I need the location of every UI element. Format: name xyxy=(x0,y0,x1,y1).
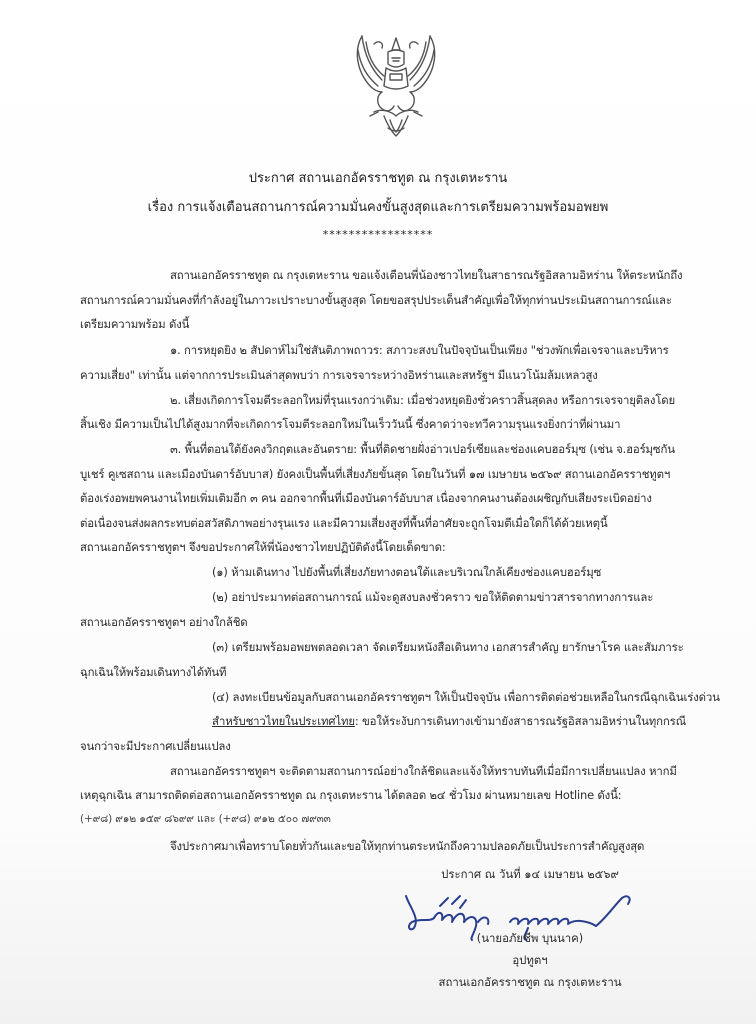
point-2-line: สิ้นเชิง มีความเป็นไปได้สูงมากที่จะเกิดการโจมตีระลอกใหม่ในเร็ววันนี้ ซึ่งคาดว่าจะทวีความรุนแรงยิ่งกว่าที่ผ่านมา xyxy=(80,417,621,431)
point-3-line: ต้องเร่งอพยพคนงานไทยเพิ่มเติมอีก ๓ คน ออกจากพื้นที่เมืองบันดาร์อับบาส เนื่องจากคนงานต้องเผชิญกับเสียงระเบิดอย่าง xyxy=(80,491,652,505)
signatory-office: สถานเอกอัครราชทูต ณ กรุงเตหะราน xyxy=(438,975,622,989)
directive-2-line: สถานเอกอัครราชทูตฯ อย่างใกล้ชิด xyxy=(80,615,248,629)
intro-line: เตรียมความพร้อม ดังนี้ xyxy=(80,317,190,331)
thailand-notice-text: : ขอให้ระงับการเดินทางเข้ามายังสาธารณรัฐอิสลามอิหร่านในทุกกรณี xyxy=(354,714,687,728)
announcement-subject: เรื่อง การแจ้งเตือนสถานการณ์ความมั่นคงขั้นสูงสุดและการเตรียมความพร้อมอพยพ xyxy=(147,200,609,215)
thailand-notice xyxy=(212,713,686,729)
directive-2-line: (๒) อย่าประมาทต่อสถานการณ์ แม้จะดูสงบลงชั่วคราว ขอให้ติดตามข่าวสารจากทางการและ xyxy=(212,590,654,604)
announcement-date: ประกาศ ณ วันที่ ๑๔ เมษายน ๒๕๖๙ xyxy=(441,867,619,881)
intro-line: สถานการณ์ความมั่นคงที่กำลังอยู่ในภาวะเปราะบางขั้นสูงสุด โดยขอสรุปประเด็นสำคัญเพื่อให้ทุกท่านประเมินสถานการณ์และ xyxy=(80,293,672,307)
point-3-line: ๓. พื้นที่ตอนใต้ยังคงวิกฤตและอันตราย: พื้นที่ติดชายฝั่งอ่าวเปอร์เซียและช่องแคบฮอร์มุซ (เช่น จ.ฮอร์มุซกัน xyxy=(170,442,675,456)
contact-line: สถานเอกอัครราชทูตฯ จะติดตามสถานการณ์อย่างใกล้ชิดและแจ้งให้ทราบทันทีเมื่อมีการเปลี่ยนแปลง หากมี xyxy=(170,764,677,778)
thailand-notice-label: สำหรับชาวไทยในประเทศไทย xyxy=(212,714,355,728)
directive-1: (๑) ห้ามเดินทาง ไปยังพื้นที่เสี่ยงภัยทางตอนใต้และบริเวณใกล้เคียงช่องแคบฮอร์มุซ xyxy=(212,565,602,579)
point-3-line: ต่อเนื่องจนส่งผลกระทบต่อสวัสดิภาพอย่างรุนแรง และมีความเสี่ยงสูงที่พื้นที่อาศัยจะถูกโจมตีเมื่อใดก็ได้ด้วยเหตุนี้ xyxy=(80,516,608,530)
intro-line: สถานเอกอัครราชทูต ณ กรุงเตหะราน ขอแจ้งเตือนพี่น้องชาวไทยในสาธารณรัฐอิสลามอิหร่าน ให้ตระหนักถึง xyxy=(170,268,683,282)
garuda-emblem-icon xyxy=(348,28,444,140)
hotline-numbers: (+๙๘) ๙๑๒ ๑๕๙ ๘๖๙๙ และ (+๙๘) ๙๑๒ ๕๐๐ ๗๙๓๓ xyxy=(80,813,331,825)
signatory-position: อุปทูตฯ xyxy=(512,953,548,967)
point-1-line: ๑. การหยุดยิง ๒ สัปดาห์ไม่ใช่สันติภาพถาวร: สภาวะสงบในปัจจุบันเป็นเพียง "ช่วงพักเพื่อเจรจาและบริหาร xyxy=(170,343,669,357)
directive-3-line: ฉุกเฉินให้พร้อมเดินทางได้ทันที xyxy=(80,665,227,679)
point-1-line: ความเสี่ยง" เท่านั้น แต่จากการประเมินล่าสุดพบว่า การเจรจาระหว่างอิหร่านและสหรัฐฯ มีแนวโน้มล้มเหลวสูง xyxy=(80,368,598,382)
signatory-name: (นายอภัยชีพ บุนนาค) xyxy=(476,931,584,945)
point-3-line: บูเชร์ คูเซสถาน และเมืองบันดาร์อับบาส) ยังคงเป็นพื้นที่เสี่ยงภัยขั้นสุด โดยในวันที่ ๑๗ เมษายน ๒๕๖๙ สถานเอกอัครราชทูตฯ xyxy=(80,467,671,481)
header-separator: ***************** xyxy=(322,228,434,241)
closing-statement: จึงประกาศมาเพื่อทราบโดยทั่วกันและขอให้ทุกท่านตระหนักถึงความปลอดภัยเป็นประการสำคัญสูงสุด xyxy=(170,839,645,853)
point-2-line: ๒. เสี่ยงเกิดการโจมตีระลอกใหม่ที่รุนแรงกว่าเดิม: เมื่อช่วงหยุดยิงชั่วคราวสิ้นสุดลง หรือการเจรจายุติลงโดย xyxy=(170,393,675,407)
directive-4: (๔) ลงทะเบียนข้อมูลกับสถานเอกอัครราชทูตฯ ให้เป็นปัจจุบัน เพื่อการติดต่อช่วยเหลือในกรณีฉุกเฉินเร่งด่วน xyxy=(212,690,720,704)
announcement-title: ประกาศ สถานเอกอัครราชทูต ณ กรุงเตหะราน xyxy=(248,171,508,186)
contact-line: เหตุฉุกเฉิน สามารถติดต่อสถานเอกอัครราชทูต ณ กรุงเตหะราน ได้ตลอด ๒๔ ชั่วโมง ผ่านหมายเลข Hotline ดังนี้: xyxy=(80,788,622,802)
thailand-notice-cont: จนกว่าจะมีประกาศเปลี่ยนแปลง xyxy=(80,739,231,753)
directive-3-line: (๓) เตรียมพร้อมอพยพตลอดเวลา จัดเตรียมหนังสือเดินทาง เอกสารสำคัญ ยารักษาโรค และสัมภาระ xyxy=(212,640,684,654)
point-3-line: สถานเอกอัครราชทูตฯ จึงขอประกาศให้พี่น้องชาวไทยปฏิบัติดังนี้โดยเด็ดขาด: xyxy=(80,540,446,554)
